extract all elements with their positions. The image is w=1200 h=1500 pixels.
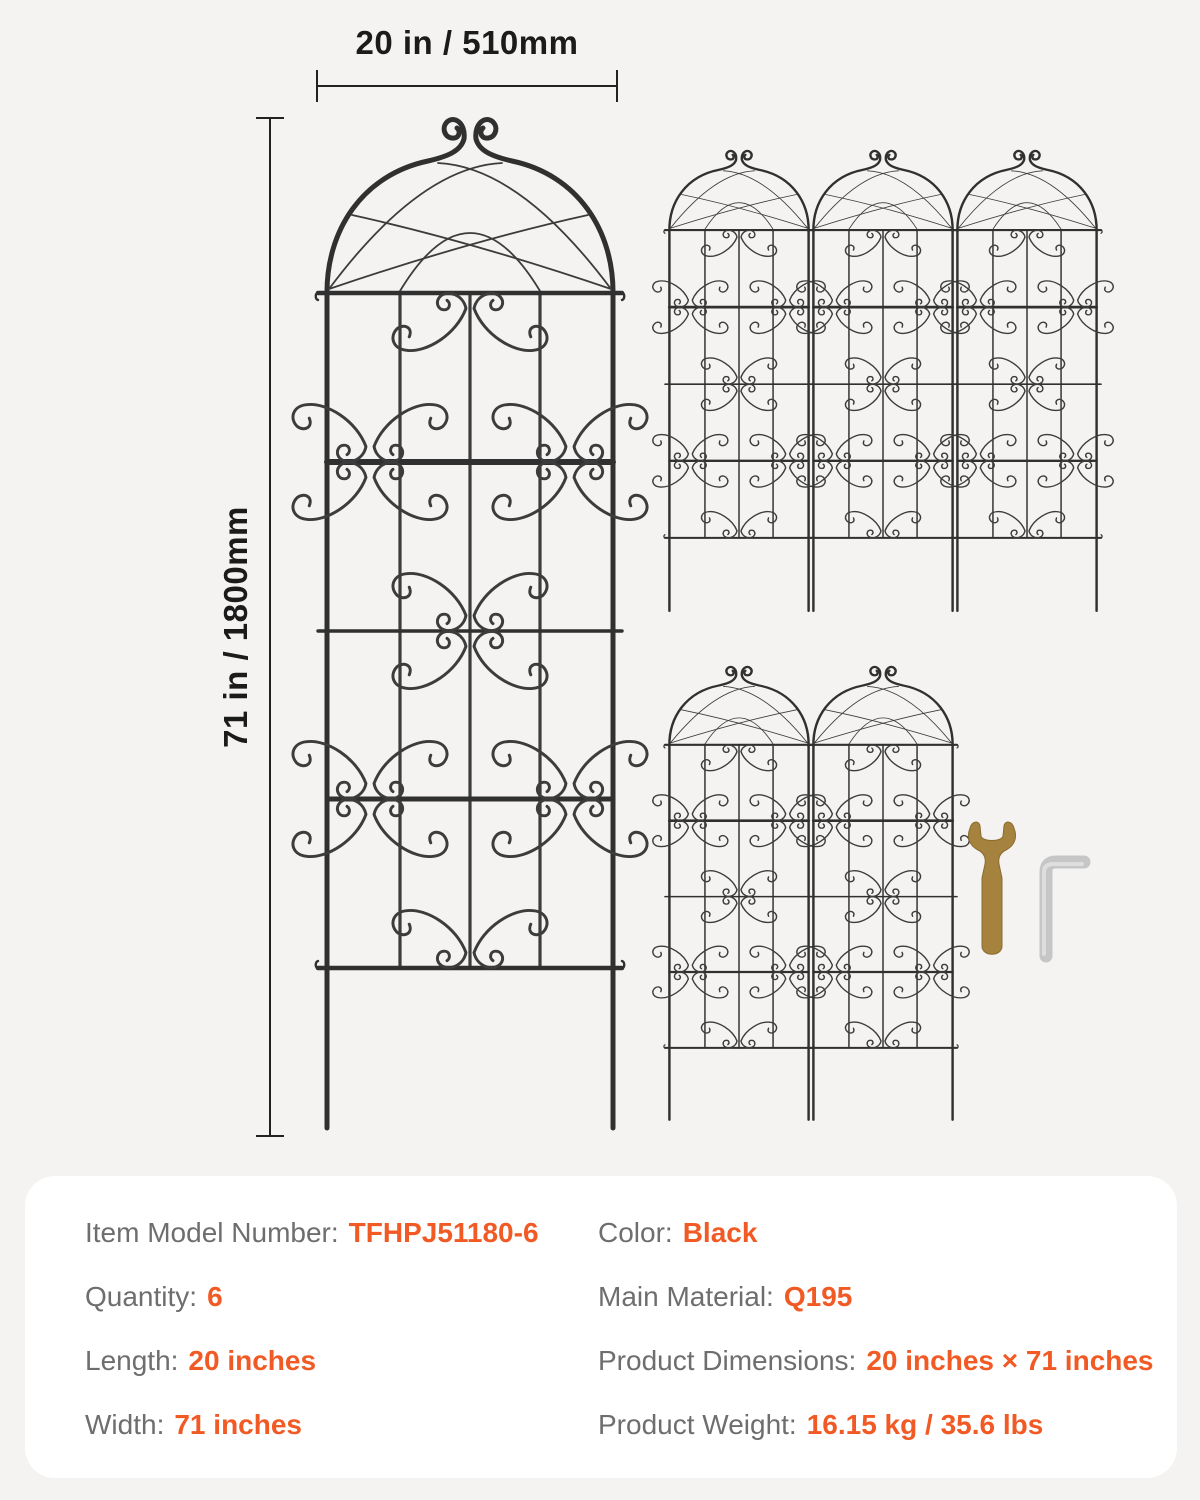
spec-value: 71 inches	[174, 1409, 302, 1440]
large-trellis-panel	[293, 119, 647, 1128]
spec-label: Product Dimensions:	[598, 1345, 857, 1376]
spec-column-right	[598, 1216, 1154, 1472]
spec-value: 20 inches × 71 inches	[866, 1345, 1154, 1376]
spec-label: Main Material:	[598, 1281, 774, 1312]
spec-row-color	[598, 1216, 1154, 1250]
spec-row-length	[85, 1344, 539, 1378]
spec-value: 6	[207, 1281, 223, 1312]
spec-row-item-model-number	[85, 1216, 539, 1250]
spec-value: Black	[682, 1217, 758, 1248]
height-dimension-line	[256, 118, 284, 1136]
spec-value: TFHPJ51180-6	[348, 1217, 539, 1248]
spec-label: Color:	[598, 1217, 673, 1248]
three-trellis-panel-group	[653, 151, 1113, 611]
height-dimension-label: 71 in / 1800mm	[217, 506, 254, 748]
spec-label: Width:	[85, 1409, 165, 1440]
width-dimension-line	[317, 70, 617, 102]
spec-label: Product Weight:	[598, 1409, 797, 1440]
spec-column-left	[85, 1216, 539, 1472]
spec-value: Q195	[783, 1281, 853, 1312]
width-dimension-label: 20 in / 510mm	[355, 24, 579, 61]
two-trellis-panel-group	[653, 667, 969, 1120]
spec-row-main-material	[598, 1280, 1154, 1314]
spec-label: Length:	[85, 1345, 179, 1376]
spec-label: Quantity:	[85, 1281, 198, 1312]
spec-value: 16.15 kg / 35.6 lbs	[806, 1409, 1044, 1440]
spec-row-product-weight	[598, 1408, 1154, 1442]
spec-row-quantity	[85, 1280, 539, 1314]
spec-label: Item Model Number:	[85, 1217, 339, 1248]
spec-value: 20 inches	[188, 1345, 317, 1376]
spec-row-product-dimensions	[598, 1344, 1154, 1378]
spec-row-width	[85, 1408, 539, 1442]
wrench-icon	[968, 822, 1015, 954]
hex-key-icon	[1044, 862, 1084, 956]
